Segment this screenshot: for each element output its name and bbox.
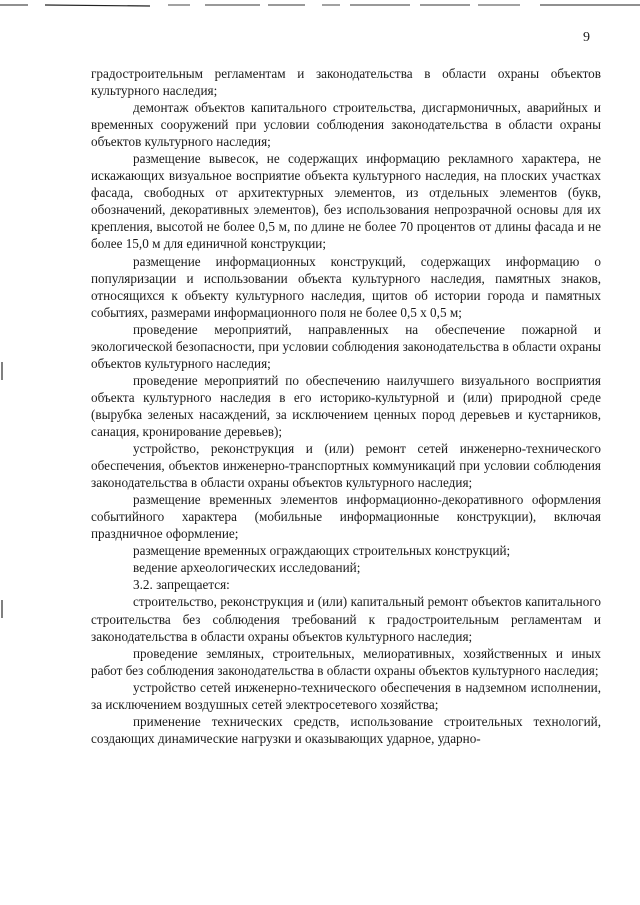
paragraph: проведение мероприятий, направленных на обеспечение пожарной и экологической безопасности, при условии соблюдения законодательства в области охраны объектов культурного наследия; <box>91 321 601 371</box>
paragraph: градостроительным регламентам и законодательства в области охраны объектов культурного наследия; <box>91 66 601 99</box>
document-body <box>91 65 601 747</box>
paragraph: применение технических средств, использование строительных технологий, создающих динамические нагрузки и оказывающих ударное, ударно- <box>91 713 601 746</box>
paragraph: проведение земляных, строительных, мелиоративных, хозяйственных и иных работ без соблюдения законодательства в области охраны объектов культурного наследия; <box>91 645 601 678</box>
paragraph: размещение временных элементов информационно-декоративного оформления событийного характера (мобильные информационные конструкции), включая праздничное оформление; <box>91 492 601 542</box>
paragraph: размещение информационных конструкций, содержащих информацию о популяризации и использовании объекта культурного наследия, памятных знаков, относящихся к объекту культурного наследия, щитов об истории города и памятных событиях, размерами информационного поля не более 0,5 х 0,5 м; <box>91 253 601 320</box>
paragraph: ведение археологических исследований; <box>133 560 361 576</box>
paragraph: устройство сетей инженерно-технического обеспечения в надземном исполнении, за исключением воздушных сетей электросетевого хозяйства; <box>91 679 601 712</box>
paragraph: строительство, реконструкция и (или) капитальный ремонт объектов капитального строительства без соблюдения требований к градостроительным регламентам и законодательства в области охраны объектов культурного наследия; <box>91 594 601 644</box>
paragraph: демонтаж объектов капитального строительства, дисгармоничных, аварийных и временных сооружений при условии соблюдения законодательства в области охраны объектов культурного наследия; <box>91 100 601 150</box>
paragraph: размещение временных ограждающих строительных конструкций; <box>133 543 511 559</box>
scan-edge-line <box>45 5 150 6</box>
paragraph: устройство, реконструкция и (или) ремонт сетей инженерно-технического обеспечения, объектов инженерно-транспортных коммуникаций при условии соблюдения законодательства в области охраны объектов культурного наследия; <box>91 441 601 491</box>
paragraph: размещение вывесок, не содержащих информацию рекламного характера, не искажающих визуальное восприятие объекта культурного наследия, на плоских участках фасада, свободных от архитектурных элементов, из отдельных элементов (букв, обозначений, декоративных элементов), без использования непрозрачной основы для их крепления, высотой не более 0,5 м, по длине не более 70 процентов от длины фасада и не более 15,0 м для единичной конструкции; <box>91 151 601 252</box>
section-heading: 3.2. запрещается: <box>133 577 230 593</box>
page-number: 9 <box>583 30 590 45</box>
paragraph: проведение мероприятий по обеспечению наилучшего визуального восприятия объекта культурного наследия в его историко-культурной и (или) природной среде (вырубка зеленых насаждений, за исключением ценных пород деревьев и кустарников, санация, кронирование деревьев); <box>91 372 601 439</box>
